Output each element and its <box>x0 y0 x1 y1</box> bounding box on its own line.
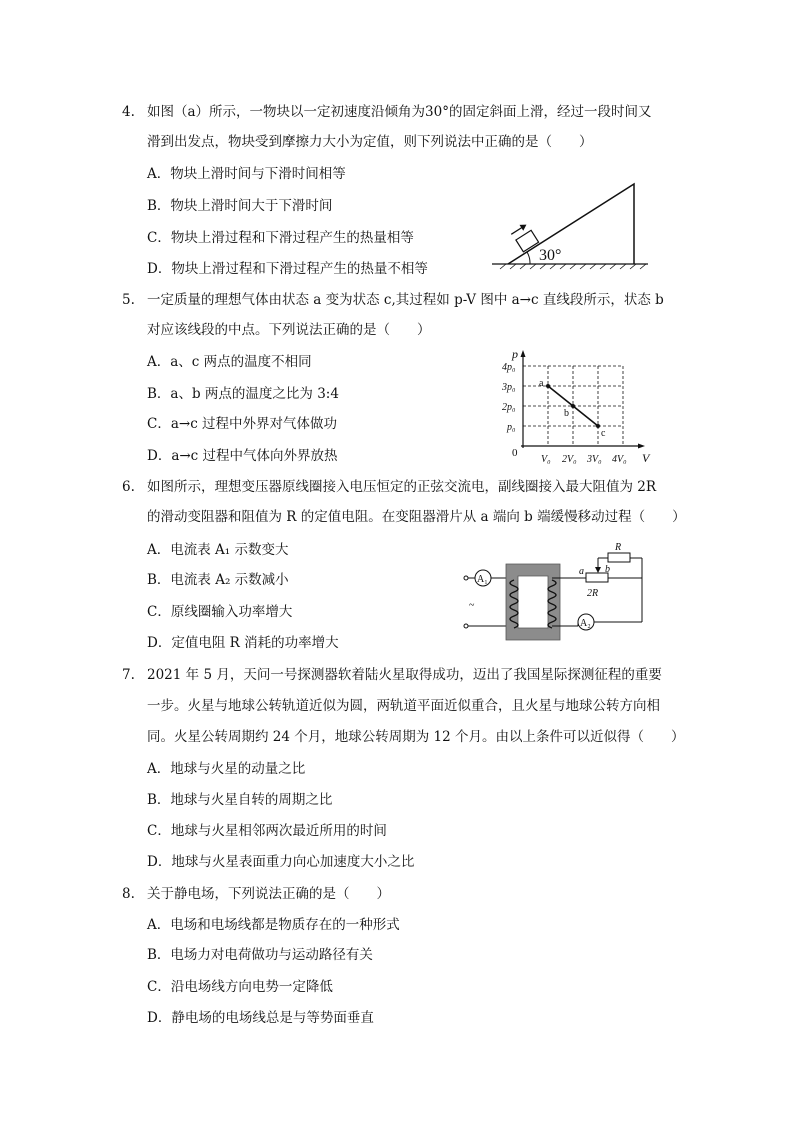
option-a: A．电流表 A₁ 示数变大 <box>147 542 289 558</box>
question-stem-line: 2021 年 5 月，天问一号探测器软着陆火星取得成功，迈出了我国星际探测征程的重要 <box>147 667 662 683</box>
transformer-circuit <box>462 542 657 642</box>
ac-source-symbol: ~ <box>469 600 475 611</box>
y-tick-label: p₀ <box>507 422 516 433</box>
angle-arc <box>527 252 530 264</box>
question-stem-line: 的滑动变阻器和阻值为 R 的定值电阻。在变阻器滑片从 a 端向 b 端缓慢移动过程（ ） <box>147 509 686 525</box>
question-stem-line: 一步。火星与地球公转轨道近似为圆，两轨道平面近似重合，且火星与地球公转方向相 <box>147 698 660 714</box>
question-number: 8. <box>122 886 135 902</box>
point-a-label: a <box>539 378 544 389</box>
question-stem-line: 同。火星公转周期约 24 个月，地球公转周期为 12 个月。由以上条件可以近似得（ ） <box>147 729 685 745</box>
p-axis-arrow <box>521 350 526 357</box>
point-a <box>546 384 550 388</box>
option-b: B．物块上滑时间大于下滑时间 <box>147 198 333 214</box>
question-number: 7. <box>122 667 135 683</box>
v-axis-arrow <box>638 444 645 449</box>
option-b: B．地球与火星自转的周期之比 <box>147 792 333 808</box>
slider-arrow <box>595 567 601 573</box>
y-tick-label: 3p₀ <box>502 382 516 393</box>
option-d: D．a→c 过程中气体向外界放热 <box>147 448 338 464</box>
point-b-label: b <box>564 408 569 419</box>
incline-triangle <box>508 184 634 264</box>
option-a: A．地球与火星的动量之比 <box>147 761 306 777</box>
block <box>516 230 539 251</box>
x-tick-label: 2V₀ <box>562 454 577 465</box>
point-c <box>596 424 600 428</box>
option-b: B．电流表 A₂ 示数减小 <box>147 572 289 588</box>
option-d: D．静电场的电场线总是与等势面垂直 <box>147 1010 374 1026</box>
ammeter-a2-label: A₂ <box>580 618 591 629</box>
option-c: C．a→c 过程中外界对气体做功 <box>147 416 338 432</box>
angle-label: 30° <box>539 247 562 264</box>
x-tick-label: 4V₀ <box>612 454 627 465</box>
p-axis-label: p <box>512 347 518 361</box>
y-tick-label: 4p₀ <box>502 362 516 373</box>
origin-label: 0 <box>512 447 518 459</box>
option-c: C．原线圈输入功率增大 <box>147 604 293 620</box>
fixed-resistor <box>608 553 630 562</box>
x-tick-label: 3V₀ <box>587 454 602 465</box>
question-stem-line: 对应该线段的中点。下列说法正确的是（ ） <box>147 322 431 338</box>
ammeter-a1-label: A₁ <box>477 574 488 585</box>
question-number: 6. <box>122 479 135 495</box>
option-c: C．地球与火星相邻两次最近所用的时间 <box>147 823 387 839</box>
pv-graph <box>495 344 655 468</box>
option-d: D．物块上滑过程和下滑过程产生的热量不相等 <box>147 261 428 277</box>
option-d: D．定值电阻 R 消耗的功率增大 <box>147 635 339 651</box>
ground-hatching <box>500 264 646 269</box>
end-a-label: a <box>579 566 584 577</box>
option-c: C．沿电场线方向电势一定降低 <box>147 979 333 995</box>
question-number: 4. <box>122 104 135 120</box>
option-d: D．地球与火星表面重力向心加速度大小之比 <box>147 854 415 870</box>
option-a: A．电场和电场线都是物质存在的一种形式 <box>147 917 400 933</box>
terminal <box>464 576 468 580</box>
question-stem-line: 关于静电场，下列说法正确的是（ ） <box>147 886 390 902</box>
point-c-label: c <box>601 428 606 439</box>
resistor-label: R <box>615 542 622 553</box>
rheostat-label: 2R <box>587 588 599 599</box>
y-tick-label: 2p₀ <box>502 402 516 413</box>
question-number: 5. <box>122 292 135 308</box>
x-tick-label: V₀ <box>541 454 551 465</box>
question-stem-line: 一定质量的理想气体由状态 a 变为状态 c,其过程如 p-V 图中 a→c 直线段所示，状态 b <box>147 292 664 308</box>
option-c: C．物块上滑过程和下滑过程产生的热量相等 <box>147 230 414 246</box>
question-stem-line: 如图所示，理想变压器原线圈接入电压恒定的正弦交流电，副线圈接入最大阻值为 2R <box>147 479 657 495</box>
question-stem-line: 滑到出发点，物块受到摩擦力大小为定值，则下列说法中正确的是（ ） <box>147 134 593 150</box>
option-a: A．物块上滑时间与下滑时间相等 <box>147 166 346 182</box>
terminal <box>464 624 468 628</box>
iron-core <box>506 564 560 640</box>
option-b: B．电场力对电荷做功与运动路径有关 <box>147 947 373 963</box>
point-b <box>571 404 575 408</box>
v-axis-label: V <box>642 451 650 465</box>
option-a: A．a、c 两点的温度不相同 <box>147 354 312 370</box>
incline-figure <box>488 178 653 270</box>
question-stem-line: 如图（a）所示，一物块以一定初速度沿倾角为30°的固定斜面上滑，经过一段时间又 <box>147 104 652 120</box>
end-b-label: b <box>605 564 610 575</box>
option-b: B．a、b 两点的温度之比为 3:4 <box>147 386 339 402</box>
